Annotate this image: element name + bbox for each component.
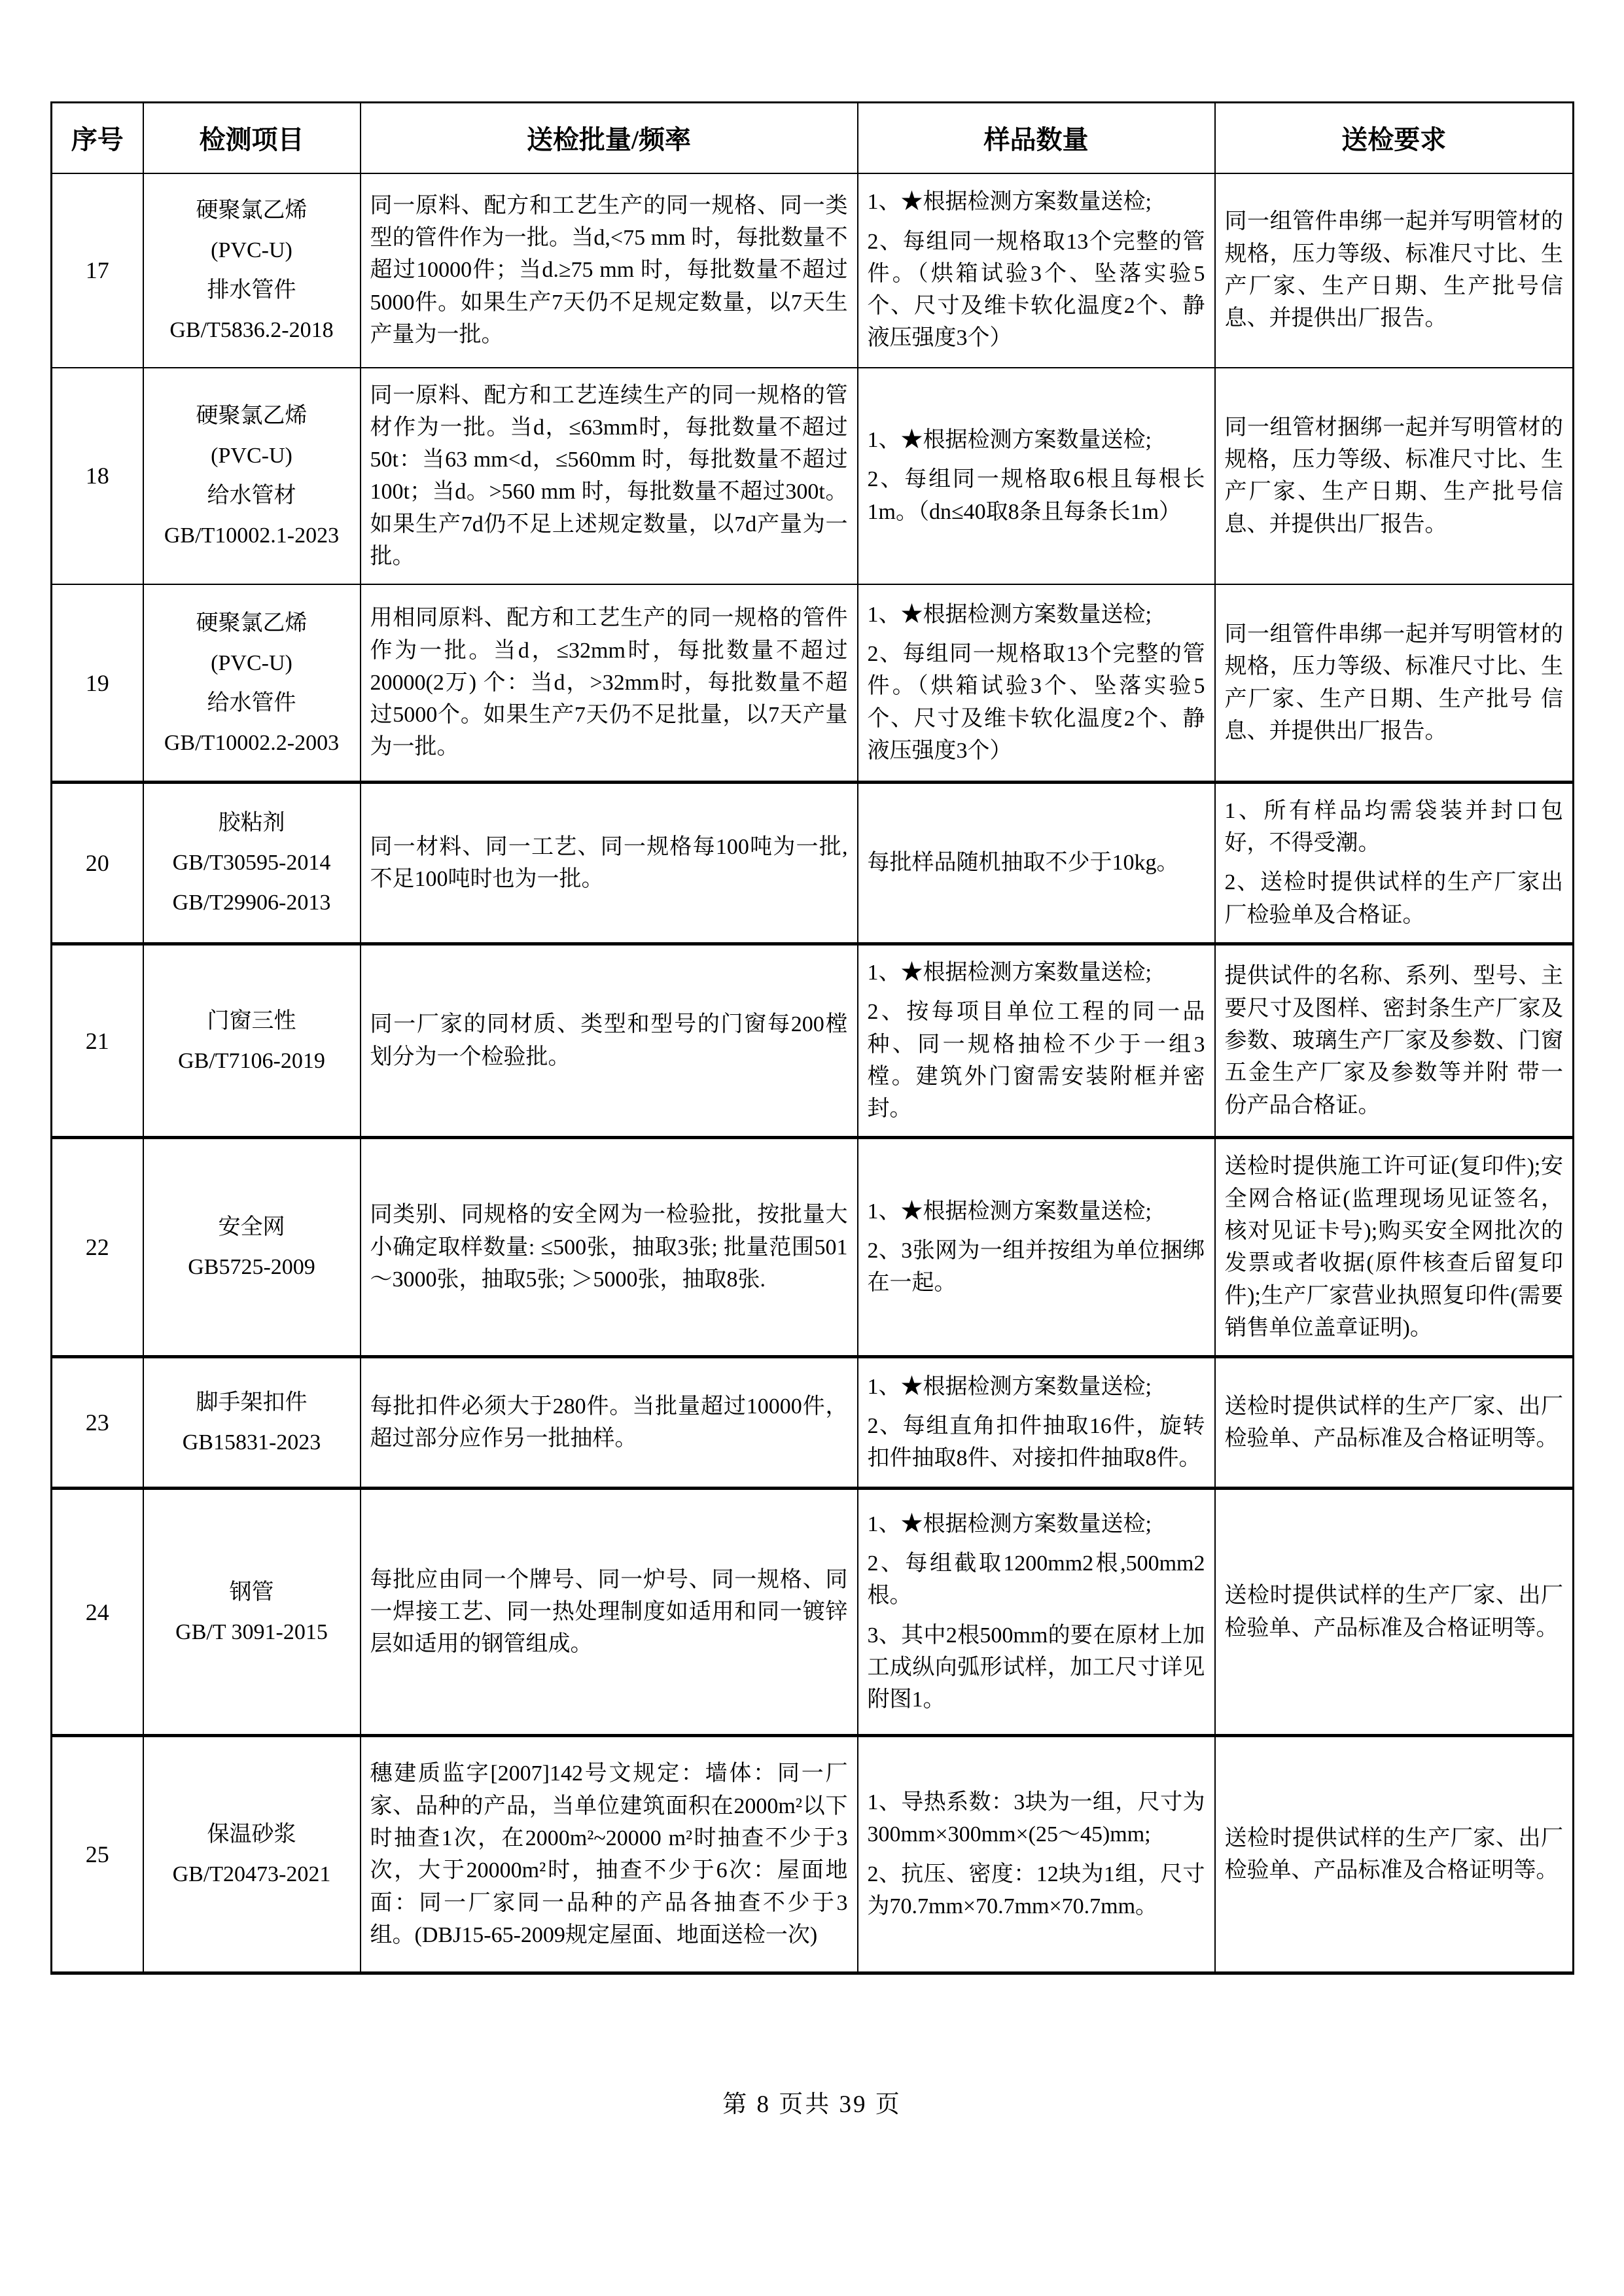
require-cell: 同一组管件串绑一起并写明管材的规格，压力等级、标准尺寸比、生产厂家、生产日期、生产批号 信息、并提供出厂报告。: [1215, 584, 1574, 782]
sample-cell: 1、★根据检测方案数量送检; 2、每组直角扣件抽取16件，旋转扣件抽取8件、对接扣件抽取8件。: [858, 1357, 1215, 1489]
seq-cell: 24: [52, 1489, 143, 1736]
seq-cell: 19: [52, 584, 143, 782]
batch-cell: 每批应由同一个牌号、同一炉号、同一规格、同一焊接工艺、同一热处理制度如适用和同一镀锌层如适用的钢管组成。: [361, 1489, 858, 1736]
seq-cell: 20: [52, 782, 143, 944]
table-row: [52, 1357, 1574, 1489]
batch-cell: 每批扣件必须大于280件。当批量超过10000件，超过部分应作另一批抽样。: [361, 1357, 858, 1489]
header-sample: 样品数量: [858, 103, 1215, 173]
require-cell: 同一组管材捆绑一起并写明管材的规格，压力等级、标准尺寸比、生产厂家、生产日期、生产批号信息、并提供出厂报告。: [1215, 368, 1574, 585]
table-row: [52, 1138, 1574, 1357]
header-item: 检测项目: [143, 103, 361, 173]
header-seq: 序号: [52, 103, 143, 173]
seq-cell: 22: [52, 1138, 143, 1357]
sample-cell: 每批样品随机抽取不少于10kg。: [858, 782, 1215, 944]
table-row: [52, 782, 1574, 944]
table-row: [52, 944, 1574, 1137]
table-row: [52, 1489, 1574, 1736]
require-cell: 同一组管件串绑一起并写明管材的规格，压力等级、标准尺寸比、生产厂家、生产日期、生产批号信息、并提供出厂报告。: [1215, 173, 1574, 368]
sample-cell: 1、导热系数：3块为一组，尺寸为300mm×300mm×(25～45)mm; 2、抗压、密度：12块为1组，尺寸为70.7mm×70.7mm×70.7mm。: [858, 1736, 1215, 1973]
batch-cell: 同类别、同规格的安全网为一检验批，按批量大小确定取样数量: ≤500张，抽取3张; 批量范围501～3000张，抽取5张; ＞5000张，抽取8张.: [361, 1138, 858, 1357]
item-cell: 保温砂浆 GB/T20473-2021: [143, 1736, 361, 1973]
batch-cell: 同一原料、配方和工艺生产的同一规格、同一类型的管件作为一批。当d,<75 mm 时，每批数量不超过10000件；当d.≥75 mm 时，每批数量不超过5000件。如果生产7天仍不足规定数量，以7天生产量为一批。: [361, 173, 858, 368]
sample-cell: 1、★根据检测方案数量送检; 2、每组同一规格取13个完整的管件。（烘箱试验3个、坠落实验5个、尺寸及维卡软化温度2个、静液压强度3个）: [858, 584, 1215, 782]
sample-cell: 1、★根据检测方案数量送检; 2、每组同一规格取13个完整的管件。（烘箱试验3个、坠落实验5个、尺寸及维卡软化温度2个、静液压强度3个）: [858, 173, 1215, 368]
table-row: [52, 1736, 1574, 1973]
table-row: [52, 584, 1574, 782]
header-batch: 送检批量/频率: [361, 103, 858, 173]
require-cell: 送检时提供试样的生产厂家、出厂检验单、产品标准及合格证明等。: [1215, 1736, 1574, 1973]
require-cell: 送检时提供试样的生产厂家、出厂检验单、产品标准及合格证明等。: [1215, 1357, 1574, 1489]
item-cell: 硬聚氯乙烯 (PVC-U) 给水管材 GB/T10002.1-2023: [143, 368, 361, 585]
item-cell: 胶粘剂 GB/T30595-2014 GB/T29906-2013: [143, 782, 361, 944]
batch-cell: 同一原料、配方和工艺连续生产的同一规格的管材作为一批。当d，≤63mm时，每批数量不超过50t：当63 mm<d，≤560mm 时，每批数量不超过100t；当d。>560 mm 时，每批数量不超过300t。如果生产7d仍不足上述规定数量，以7d产量为一批。: [361, 368, 858, 585]
require-cell: 提供试件的名称、系列、型号、主要尺寸及图样、密封条生产厂家及参数、玻璃生产厂家及参数、门窗五金生产厂家及参数等并附 带一份产品合格证。: [1215, 944, 1574, 1137]
item-cell: 门窗三性 GB/T7106-2019: [143, 944, 361, 1137]
batch-cell: 穗建质监字[2007]142号文规定：墙体：同一厂家、品种的产品，当单位建筑面积在2000m²以下时抽查1次，在2000m²~20000 m²时抽查不少于3次，大于20000m²时，抽查不少于6次：屋面地面：同一厂家同一品种的产品各抽查不少于3组。(DBJ15-65-2009规定屋面、地面送检一次): [361, 1736, 858, 1973]
batch-cell: 用相同原料、配方和工艺生产的同一规格的管件作为一批。当d，≤32mm时，每批数量不超过20000(2万) 个：当d，>32mm时，每批数量不超过5000个。如果生产7天仍不足批量，以7天产量为一批。: [361, 584, 858, 782]
batch-cell: 同一厂家的同材质、类型和型号的门窗每200樘划分为一个检验批。: [361, 944, 858, 1137]
sample-cell: 1、★根据检测方案数量送检; 2、3张网为一组并按组为单位捆绑在一起。: [858, 1138, 1215, 1357]
table-row: [52, 173, 1574, 368]
sample-cell: 1、★根据检测方案数量送检; 2、每组截取1200mm2根,500mm2根。 3、其中2根500mm的要在原材上加工成纵向弧形试样，加工尺寸详见附图1。: [858, 1489, 1215, 1736]
require-cell: 送检时提供施工许可证(复印件);安全网合格证(监理现场见证签名，核对见证卡号);购买安全网批次的发票或者收据(原件核查后留复印件);生产厂家营业执照复印件(需要销售单位盖章证明)。: [1215, 1138, 1574, 1357]
require-cell: 1、所有样品均需袋装并封口包好，不得受潮。 2、送检时提供试样的生产厂家出厂检验单及合格证。: [1215, 782, 1574, 944]
sample-cell: 1、★根据检测方案数量送检; 2、每组同一规格取6根且每根长1m。（dn≤40取8条且每条长1m）: [858, 368, 1215, 585]
item-cell: 钢管 GB/T 3091-2015: [143, 1489, 361, 1736]
header-require: 送检要求: [1215, 103, 1574, 173]
sample-cell: 1、★根据检测方案数量送检; 2、按每项目单位工程的同一品种、同一规格抽检不少于一组3樘。建筑外门窗需安装附框并密封。: [858, 944, 1215, 1137]
seq-cell: 23: [52, 1357, 143, 1489]
seq-cell: 17: [52, 173, 143, 368]
seq-cell: 21: [52, 944, 143, 1137]
batch-cell: 同一材料、同一工艺、同一规格每100吨为一批,不足100吨时也为一批。: [361, 782, 858, 944]
inspection-items-table: [50, 101, 1574, 1975]
header-row: [52, 103, 1574, 173]
page-footer: 第 8 页共 39 页: [722, 2091, 902, 2118]
item-cell: 硬聚氯乙烯 (PVC-U) 排水管件 GB/T5836.2-2018: [143, 173, 361, 368]
item-cell: 硬聚氯乙烯 (PVC-U) 给水管件 GB/T10002.2-2003: [143, 584, 361, 782]
item-cell: 脚手架扣件 GB15831-2023: [143, 1357, 361, 1489]
require-cell: 送检时提供试样的生产厂家、出厂检验单、产品标准及合格证明等。: [1215, 1489, 1574, 1736]
table-row: [52, 368, 1574, 585]
item-cell: 安全网 GB5725-2009: [143, 1138, 361, 1357]
seq-cell: 25: [52, 1736, 143, 1973]
seq-cell: 18: [52, 368, 143, 585]
